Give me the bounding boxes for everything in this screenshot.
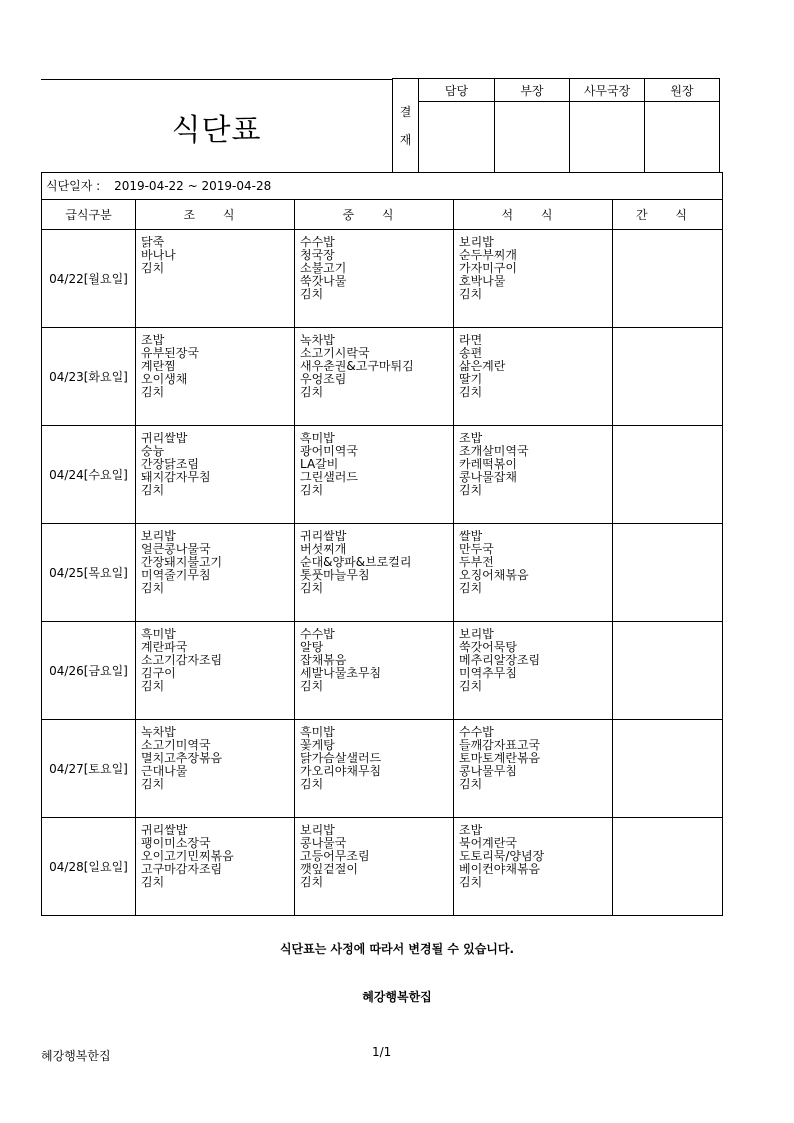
lunch-cell — [295, 622, 454, 720]
menu-item: 만두국 — [459, 543, 494, 556]
menu-item: 바나나 — [141, 249, 176, 262]
menu-table — [41, 199, 723, 916]
menu-row — [42, 720, 723, 818]
approval-box — [392, 78, 720, 173]
approval-role-department-head: 부장 — [495, 79, 570, 102]
date-range-row — [41, 172, 723, 200]
lunch-items — [295, 524, 453, 595]
menu-item: 소고기미역국 — [141, 739, 211, 752]
menu-item: 계란파국 — [141, 641, 188, 654]
snack-cell — [613, 524, 723, 622]
menu-item: 흑미밥 — [300, 726, 335, 739]
signature-cell-department-head — [495, 102, 570, 173]
dinner-cell — [454, 524, 613, 622]
menu-item: 콩나물무침 — [459, 765, 517, 778]
breakfast-items — [136, 720, 294, 791]
menu-item: 보리밥 — [459, 236, 494, 249]
lunch-items — [295, 230, 453, 301]
lunch-items — [295, 622, 453, 693]
menu-item: 김치 — [300, 778, 324, 791]
menu-item: 김치 — [141, 386, 165, 399]
day-cell: 04/25[목요일] — [42, 524, 136, 622]
menu-item: LA갈비 — [300, 458, 339, 471]
menu-item: 보리밥 — [300, 824, 335, 837]
signature-cell-director — [645, 102, 720, 173]
approval-label — [393, 79, 419, 173]
menu-item: 카레떡볶이 — [459, 458, 517, 471]
menu-item: 토마토계란볶음 — [459, 752, 541, 765]
menu-item: 가오리야채무침 — [300, 765, 382, 778]
menu-row — [42, 524, 723, 622]
menu-item: 김치 — [141, 582, 165, 595]
menu-item: 김치 — [459, 778, 483, 791]
breakfast-items — [136, 426, 294, 497]
menu-item: 소고기시락국 — [300, 347, 370, 360]
day-cell: 04/26[금요일] — [42, 622, 136, 720]
menu-item: 간장닭조림 — [141, 458, 199, 471]
menu-item: 호박나물 — [459, 275, 506, 288]
dinner-items — [454, 230, 612, 301]
menu-item: 오이고기민찌볶음 — [141, 850, 234, 863]
menu-item: 쑥갓나물 — [300, 275, 347, 288]
menu-item: 흑미밥 — [141, 628, 176, 641]
menu-item: 얼큰콩나물국 — [141, 543, 211, 556]
menu-item: 오징어채볶음 — [459, 569, 529, 582]
breakfast-items — [136, 622, 294, 693]
page-title: 식단표 — [171, 112, 262, 148]
menu-item: 조개살미역국 — [459, 445, 529, 458]
footer-organization: 혜강행복한집 — [41, 1049, 111, 1063]
menu-item: 콩나물잡채 — [459, 471, 517, 484]
menu-item: 조밥 — [141, 334, 165, 347]
menu-item: 숭늉 — [141, 445, 165, 458]
menu-item: 김치 — [459, 582, 483, 595]
menu-item: 베이컨야채볶음 — [459, 863, 541, 876]
breakfast-items — [136, 230, 294, 275]
menu-item: 김치 — [300, 386, 324, 399]
menu-item: 새우춘권&고구마튀김 — [300, 360, 414, 373]
menu-item: 라면 — [459, 334, 483, 347]
menu-item: 고등어무조림 — [300, 850, 370, 863]
snack-cell — [613, 720, 723, 818]
menu-item: 가자미구이 — [459, 262, 517, 275]
menu-item: 깻잎겉절이 — [300, 863, 358, 876]
menu-item: 닭죽 — [141, 236, 165, 249]
menu-body — [42, 230, 723, 916]
header-snack: 간 식 — [613, 200, 723, 230]
menu-item: 멸치고추장볶음 — [141, 752, 223, 765]
menu-item: 메추리알장조림 — [459, 654, 541, 667]
menu-header-row — [42, 200, 723, 230]
breakfast-cell — [136, 426, 295, 524]
dinner-cell — [454, 622, 613, 720]
menu-row — [42, 426, 723, 524]
header-meal-category: 급식구분 — [42, 200, 136, 230]
title-area — [41, 79, 392, 173]
menu-item: 수수밥 — [459, 726, 494, 739]
menu-item: 수수밥 — [300, 236, 335, 249]
approval-label-char-1: 결 — [399, 104, 412, 119]
breakfast-items — [136, 818, 294, 889]
menu-item: 김치 — [141, 262, 165, 275]
snack-cell — [613, 328, 723, 426]
menu-row — [42, 328, 723, 426]
menu-item: 우엉조림 — [300, 373, 347, 386]
menu-item: 조밥 — [459, 432, 483, 445]
menu-row — [42, 230, 723, 328]
lunch-cell — [295, 230, 454, 328]
menu-item: 간장돼지불고기 — [141, 556, 223, 569]
approval-role-manager: 담당 — [419, 79, 495, 102]
day-cell: 04/23[화요일] — [42, 328, 136, 426]
lunch-cell — [295, 328, 454, 426]
day-cell: 04/24[수요일] — [42, 426, 136, 524]
lunch-cell — [295, 720, 454, 818]
breakfast-items — [136, 524, 294, 595]
change-notice: 식단표는 사정에 따라서 변경될 수 있습니다. — [279, 942, 515, 956]
menu-item: 소고기감자조림 — [141, 654, 223, 667]
approval-role-director: 원장 — [645, 79, 720, 102]
menu-item: 쑥갓어묵탕 — [459, 641, 517, 654]
menu-item: 녹차밥 — [300, 334, 335, 347]
day-cell: 04/27[토요일] — [42, 720, 136, 818]
menu-item: 그린샐러드 — [300, 471, 358, 484]
menu-item: 북어계란국 — [459, 837, 517, 850]
menu-item: 버섯찌개 — [300, 543, 347, 556]
menu-item: 계란찜 — [141, 360, 176, 373]
approval-role-secretary-general: 사무국장 — [570, 79, 645, 102]
dinner-items — [454, 720, 612, 791]
menu-item: 알탕 — [300, 641, 324, 654]
menu-item: 유부된장국 — [141, 347, 199, 360]
menu-item: 잡채볶음 — [300, 654, 347, 667]
snack-items — [613, 426, 722, 432]
dinner-cell — [454, 426, 613, 524]
menu-item: 김치 — [459, 386, 483, 399]
dinner-items — [454, 524, 612, 595]
menu-item: 근대나물 — [141, 765, 188, 778]
signature-cell-secretary-general — [570, 102, 645, 173]
menu-row — [42, 622, 723, 720]
lunch-cell — [295, 426, 454, 524]
lunch-items — [295, 818, 453, 889]
menu-item: 김치 — [459, 680, 483, 693]
snack-items — [613, 230, 722, 236]
lunch-cell — [295, 818, 454, 916]
menu-item: 톳풋마늘무침 — [300, 569, 370, 582]
lunch-cell — [295, 524, 454, 622]
menu-item: 콩나물국 — [300, 837, 347, 850]
menu-item: 보리밥 — [141, 530, 176, 543]
menu-item: 도토리묵/양념장 — [459, 850, 545, 863]
dinner-cell — [454, 328, 613, 426]
lunch-items — [295, 426, 453, 497]
menu-item: 조밥 — [459, 824, 483, 837]
menu-item: 광어미역국 — [300, 445, 358, 458]
menu-item: 김치 — [300, 582, 324, 595]
date-range-value: 2019-04-22 ~ 2019-04-28 — [114, 179, 272, 193]
menu-item: 김치 — [300, 680, 324, 693]
menu-item: 김치 — [459, 876, 483, 889]
approval-label-char-2: 재 — [399, 132, 412, 147]
menu-item: 두부전 — [459, 556, 494, 569]
snack-items — [613, 720, 722, 726]
menu-item: 김치 — [300, 288, 324, 301]
menu-item: 청국장 — [300, 249, 335, 262]
menu-item: 귀리쌀밥 — [141, 432, 188, 445]
dinner-items — [454, 426, 612, 497]
header-breakfast: 조 식 — [136, 200, 295, 230]
snack-items — [613, 328, 722, 334]
menu-item: 미역줄기무침 — [141, 569, 211, 582]
breakfast-cell — [136, 230, 295, 328]
menu-item: 꽃게탕 — [300, 739, 335, 752]
breakfast-cell — [136, 524, 295, 622]
menu-item: 김치 — [300, 484, 324, 497]
menu-item: 팽이미소장국 — [141, 837, 211, 850]
date-range-label: 식단일자 : — [46, 179, 101, 193]
snack-items — [613, 524, 722, 530]
menu-item: 수수밥 — [300, 628, 335, 641]
page-number: 1/1 — [372, 1045, 392, 1059]
menu-item: 미역추무침 — [459, 667, 517, 680]
dinner-items — [454, 328, 612, 399]
menu-item: 들깨감자표고국 — [459, 739, 541, 752]
menu-item: 흑미밥 — [300, 432, 335, 445]
dinner-cell — [454, 230, 613, 328]
menu-item: 김치 — [459, 288, 483, 301]
menu-item: 딸기 — [459, 373, 483, 386]
snack-cell — [613, 622, 723, 720]
day-cell: 04/22[월요일] — [42, 230, 136, 328]
menu-item: 세발나물초무침 — [300, 667, 382, 680]
menu-item: 순두부찌개 — [459, 249, 517, 262]
lunch-items — [295, 328, 453, 399]
menu-item: 오이생채 — [141, 373, 188, 386]
dinner-cell — [454, 720, 613, 818]
breakfast-cell — [136, 818, 295, 916]
menu-item: 돼지감자무침 — [141, 471, 211, 484]
breakfast-cell — [136, 720, 295, 818]
breakfast-items — [136, 328, 294, 399]
menu-item: 순대&양파&브로컬리 — [300, 556, 412, 569]
snack-cell — [613, 230, 723, 328]
menu-item: 김치 — [300, 876, 324, 889]
menu-item: 닭가슴살샐러드 — [300, 752, 382, 765]
dinner-items — [454, 622, 612, 693]
snack-cell — [613, 426, 723, 524]
lunch-items — [295, 720, 453, 791]
header-lunch: 중 식 — [295, 200, 454, 230]
menu-item: 송편 — [459, 347, 483, 360]
snack-cell — [613, 818, 723, 916]
dinner-items — [454, 818, 612, 889]
menu-item: 김치 — [141, 778, 165, 791]
menu-item: 쌀밥 — [459, 530, 483, 543]
header-dinner: 석 식 — [454, 200, 613, 230]
snack-items — [613, 818, 722, 824]
menu-item: 김치 — [141, 484, 165, 497]
menu-item: 소불고기 — [300, 262, 347, 275]
menu-item: 보리밥 — [459, 628, 494, 641]
breakfast-cell — [136, 622, 295, 720]
breakfast-cell — [136, 328, 295, 426]
menu-row — [42, 818, 723, 916]
day-cell: 04/28[일요일] — [42, 818, 136, 916]
menu-item: 김치 — [141, 876, 165, 889]
dinner-cell — [454, 818, 613, 916]
menu-item: 녹차밥 — [141, 726, 176, 739]
menu-item: 귀리쌀밥 — [300, 530, 347, 543]
menu-item: 김치 — [141, 680, 165, 693]
signature-cell-manager — [419, 102, 495, 173]
snack-items — [613, 622, 722, 628]
menu-item: 김구이 — [141, 667, 176, 680]
menu-item: 김치 — [459, 484, 483, 497]
organization-name: 혜강행복한집 — [362, 990, 432, 1004]
menu-item: 삶은계란 — [459, 360, 506, 373]
menu-item: 고구마감자조림 — [141, 863, 223, 876]
menu-item: 귀리쌀밥 — [141, 824, 188, 837]
